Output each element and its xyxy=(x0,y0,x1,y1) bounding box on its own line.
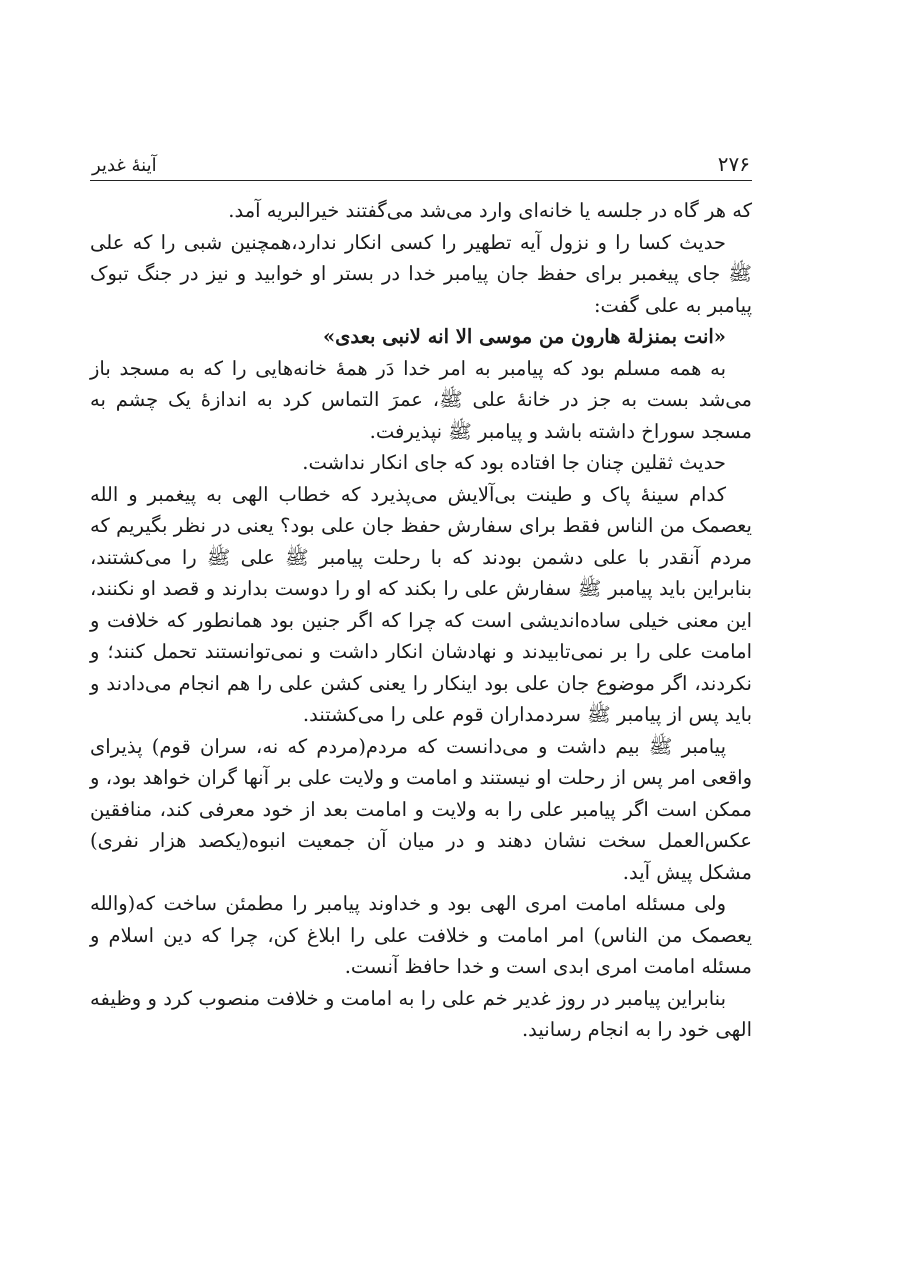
book-title: آینهٔ غدیر xyxy=(92,155,157,176)
paragraph-3: به همه مسلم بود که پیامبر به امر خدا دَر همهٔ خانه‌هایی را که به مسجد باز می‌شد بست به جز در خانهٔ علی ﷺ، عمرَ التماس کرد به اندازهٔ یک چشم به مسجد سوراخ داشته باشد و پیامبر ﷺ نپذیرفت. xyxy=(90,356,752,443)
paragraph-5: کدام سینهٔ پاک و طینت بی‌آلایش می‌پذیرد که خطاب الهی به پیغمبر و الله یعصمک من الناس فقط برای سفارش حفظ جان علی بود؟ یعنی در نظر بگیریم که مردم آنقدر با علی دشمن بودند که با رحلت پیامبر ﷺ علی ﷺ را می‌کشتند، بنابراین باید پیامبر ﷺ سفارش علی را بکند که او را دوست بدارند و قصد او نکنند، این معنی خیلی ساده‌اندیشی است که چرا که اگر جنین بود همانطور که خلافت و امامت علی را بر نمی‌تابیدند و نهادشان انکار داشت و نمی‌توانستند تحمل کنند؛ و نکردند، اگر موضوع جان علی بود اینکار را یعنی کشن علی را هم انجام می‌دادند و باید پس از پیامبر ﷺ سردمداران قوم علی را می‌کشتند. xyxy=(90,482,752,726)
paragraph-7: ولی مسئله امامت امری الهی بود و خداوند پیامبر را مطمئن ساخت که(والله یعصمک من الناس) امر امامت و خلافت علی را ابلاغ کن، چرا که دین اسلام و مسئله امامت امری ابدی است و خدا حافظ آنست. xyxy=(90,892,752,978)
hadith-quote: «انت بمنزلة هارون من موسی الا انه لانبی بعدی» xyxy=(322,325,726,348)
book-page xyxy=(90,142,752,1046)
paragraph-6: پیامبر ﷺ بیم داشت و می‌دانست که مردم(مردم که نه، سران قوم) پذیرای واقعی امر پس از رحلت او نیستند و امامت و ولایت علی بر آنها گران خواهد بود، و ممکن است اگر پیامبر علی را به ولایت و امامت بعد از خود معرفی کند، منافقین عکس‌العمل سخت نشان دهند و در میان آن جمعیت انبوه(یکصد هزار نفری) مشکل پیش آید. xyxy=(90,734,752,884)
body-text xyxy=(90,195,752,1046)
paragraph-1: که هر گاه در جلسه یا خانه‌ای وارد می‌شد می‌گفتند خیرالبریه آمد. xyxy=(228,199,752,222)
running-header xyxy=(90,142,752,181)
paragraph-4: حدیث ثقلین چنان جا افتاده بود که جای انکار نداشت. xyxy=(302,451,726,474)
paragraph-2: حدیث کسا را و نزول آیه تطهیر را کسی انکار ندارد،همچنین شبی را که علی ﷺ جای پیغمبر برای حفظ جان پیامبر خدا در بستر او خوابید و نیز در جنگ تبوک پیامبر به علی گفت: xyxy=(90,230,752,317)
page-number: ۲۷۶ xyxy=(717,152,750,176)
paragraph-8: بنابراین پیامبر در روز غدیر خم علی را به امامت و خلافت منصوب کرد و وظیفه الهی خود را به انجام رسانید. xyxy=(90,986,752,1041)
